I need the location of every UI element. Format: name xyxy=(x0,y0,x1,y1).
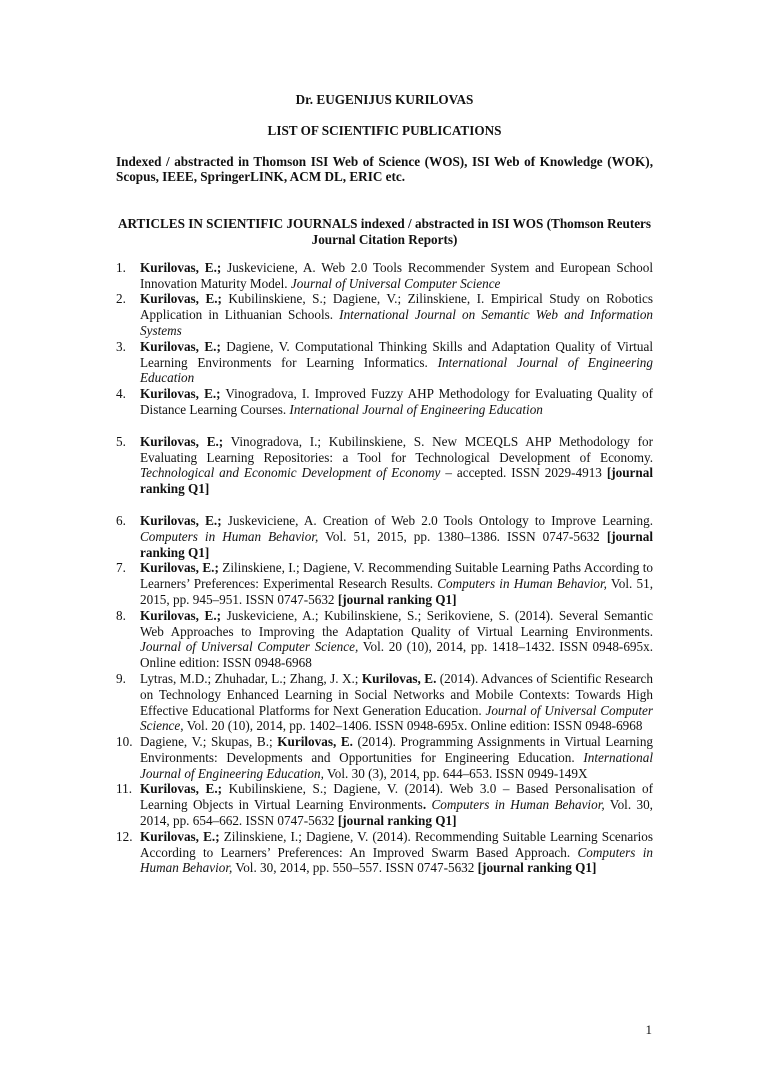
item-number: 2. xyxy=(116,291,126,307)
item-number: 8. xyxy=(116,607,126,623)
item-citation xyxy=(140,291,653,338)
journal-name: Computers in Human Behavior, xyxy=(140,528,319,544)
citation-text: Juskeviciene, A. Web 2.0 Tools Recommender System and European School Innovation Maturity Model. xyxy=(140,259,653,291)
list-item xyxy=(116,513,653,560)
journal-name: International Journal of Engineering Education xyxy=(140,354,653,386)
page-number: 1 xyxy=(645,1022,652,1037)
citation-text: Kubilinskiene, S.; Dagiene, V. (2014). Web 3.0 – Based Personalisation of Learning Objects in Virtual Learning Environments xyxy=(140,781,653,813)
item-citation xyxy=(140,829,653,876)
item-number: 4. xyxy=(116,386,126,402)
list-item xyxy=(116,781,653,828)
journal-name: Journal of Universal Computer Science xyxy=(140,702,654,734)
citation-details: , Vol. 20 (10), 2014, pp. 1402–1406. ISSN 0948-695x. Online edition: ISSN 0948-6968 xyxy=(180,718,643,734)
list-item xyxy=(116,734,653,781)
document-title: LIST OF SCIENTIFIC PUBLICATIONS xyxy=(267,122,502,138)
item-number: 5. xyxy=(116,433,126,449)
author-name: Kurilovas, E.; xyxy=(140,560,219,576)
journal-name: International Journal of Engineering Education, xyxy=(140,749,653,781)
citation-text: Dagiene, V. Computational Thinking Skills and Adaptation Quality of Virtual Learning Environments for Learning Informatics. xyxy=(140,338,654,370)
journal-ranking: [journal ranking Q1] xyxy=(337,591,457,607)
author-name: Kurilovas, E.; xyxy=(140,781,223,797)
item-number: 3. xyxy=(116,338,126,354)
journal-ranking: [journal ranking Q1] xyxy=(477,860,597,876)
citation-punctuation: . xyxy=(422,797,427,813)
citation-details: Vol. 30 (3), 2014, pp. 644–653. ISSN 0949-149X xyxy=(323,765,588,781)
journal-ranking: [journal ranking Q1] xyxy=(140,465,653,497)
citation-details: Vol. 51, 2015, pp. 1380–1386. ISSN 0747-5632 xyxy=(318,528,607,544)
author-name: Kurilovas, E.; xyxy=(140,386,221,402)
citation-text: Zilinskiene, I.; Dagiene, V. (2014). Recommending Suitable Learning Scenarios According to Learners’ Preferences: An Improved Swarm Based Approach. xyxy=(140,828,653,860)
item-number: 12. xyxy=(116,828,133,844)
list-item xyxy=(116,829,653,876)
citation-text: (2014). Programming Assignments in Virtual Learning Environments: Developments and Opportunities for Engineering Education. xyxy=(140,734,654,765)
indexing-statement: Indexed / abstracted in Thomson ISI Web of Science (WOS), ISI Web of Knowledge (WOK), Scopus, IEEE, SpringerLINK, ACM DL, ERIC etc. xyxy=(116,153,653,185)
author-name: Kurilovas, E.; xyxy=(140,338,221,354)
citation-text: Juskeviciene, A. Creation of Web 2.0 Tools Ontology to Improve Learning. xyxy=(221,512,654,528)
coauthors: Lytras, M.D.; Zhuhadar, L.; Zhang, J. X.; xyxy=(140,670,362,686)
citation-details: Vol. 20 (10), 2014, pp. 1418–1432. ISSN 0948-695x. Online edition: ISSN 0948-6968 xyxy=(140,639,653,671)
list-item xyxy=(116,339,653,386)
journal-name: Technological and Economic Development of Economy xyxy=(140,465,441,481)
item-citation xyxy=(140,260,653,292)
item-number: 9. xyxy=(116,670,126,686)
citation-text: Zilinskiene, I.; Dagiene, V. Recommending Suitable Learning Paths According to Learners’ Preferences: Experimental Research Results. xyxy=(140,560,654,592)
list-item xyxy=(116,671,653,734)
item-number: 10. xyxy=(116,734,133,750)
author-name: Kurilovas, E.; xyxy=(140,607,222,623)
citation-details: Vol. 30, 2014, pp. 654–662. ISSN 0747-5632 xyxy=(140,797,653,829)
item-citation xyxy=(140,734,653,781)
list-item xyxy=(116,434,653,497)
author-name: Kurilovas, E.; xyxy=(140,828,220,844)
section-heading: ARTICLES IN SCIENTIFIC JOURNALS indexed / abstracted in ISI WOS (Thomson Reuters Journal Citation Reports) xyxy=(117,216,652,247)
coauthors: Dagiene, V.; Skupas, B.; xyxy=(140,734,278,750)
item-citation xyxy=(140,560,653,607)
journal-ranking: [journal ranking Q1] xyxy=(337,813,457,829)
item-number: 7. xyxy=(116,560,126,576)
journal-name: Computers in Human Behavior, xyxy=(437,576,607,592)
document-content xyxy=(116,92,653,876)
item-citation xyxy=(140,513,653,560)
list-item xyxy=(116,386,653,418)
item-citation xyxy=(140,434,653,497)
item-citation xyxy=(140,671,653,734)
citation-details: Vol. 30, 2014, pp. 550–557. ISSN 0747-5632 xyxy=(232,860,478,876)
citation-text: Vinogradova, I.; Kubilinskiene, S. New MCEQLS AHP Methodology for Evaluating Learning Repositories: a Tool for Technological Development of Economy. xyxy=(140,433,654,465)
item-number: 11. xyxy=(116,781,132,797)
list-item xyxy=(116,291,653,338)
list-item xyxy=(116,560,653,607)
citation-details: – accepted. ISSN 2029-4913 xyxy=(440,465,607,481)
item-number: 6. xyxy=(116,512,126,528)
item-citation xyxy=(140,386,653,418)
item-citation xyxy=(140,608,653,671)
list-item xyxy=(116,608,653,671)
citation-text: (2014). Advances of Scientific Research on Technology Enhanced Learning in Social Networks and Mobile Contexts: Towards High Effective Educational Platforms for Next Generation Education. xyxy=(140,670,654,718)
item-citation xyxy=(140,781,653,828)
citation-text: Vinogradova, I. Improved Fuzzy AHP Methodology for Evaluating Quality of Distance Learning Courses. xyxy=(140,386,654,417)
journal-name: Journal of Universal Computer Science xyxy=(290,275,501,291)
author-name: Kurilovas, E. xyxy=(361,670,437,686)
journal-name: International Journal on Semantic Web and Information Systems xyxy=(140,307,654,338)
citation-text: Juskeviciene, A.; Kubilinskiene, S.; Serikoviene, S. (2014). Several Semantic Web Approaches to Improving the Adaptation Quality of Virtual Learning Environments. xyxy=(140,607,654,639)
journal-name: Computers in Human Behavior, xyxy=(426,797,605,813)
author-name: Kurilovas, E. xyxy=(277,734,353,750)
item-number: 1. xyxy=(116,259,126,275)
author-heading: Dr. EUGENIJUS KURILOVAS xyxy=(295,92,474,107)
journal-name: Computers in Human Behavior, xyxy=(140,844,653,876)
citation-text: Kubilinskiene, S.; Dagiene, V.; Zilinskiene, I. Empirical Study on Robotics Application in Lithuanian Schools. xyxy=(140,291,654,323)
journal-name: Journal of Universal Computer Science, xyxy=(140,639,359,655)
author-name: Kurilovas, E.; xyxy=(140,512,222,528)
journal-ranking: [journal ranking Q1] xyxy=(140,528,653,560)
list-item xyxy=(116,260,653,292)
author-name: Kurilovas, E.; xyxy=(140,433,224,449)
item-citation xyxy=(140,339,653,386)
publication-list xyxy=(116,260,653,876)
author-name: Kurilovas, E.; xyxy=(140,259,222,275)
author-name: Kurilovas, E.; xyxy=(140,291,222,307)
journal-name: International Journal of Engineering Education xyxy=(289,401,543,417)
citation-details: Vol. 51, 2015, pp. 945–951. ISSN 0747-5632 xyxy=(140,576,653,607)
